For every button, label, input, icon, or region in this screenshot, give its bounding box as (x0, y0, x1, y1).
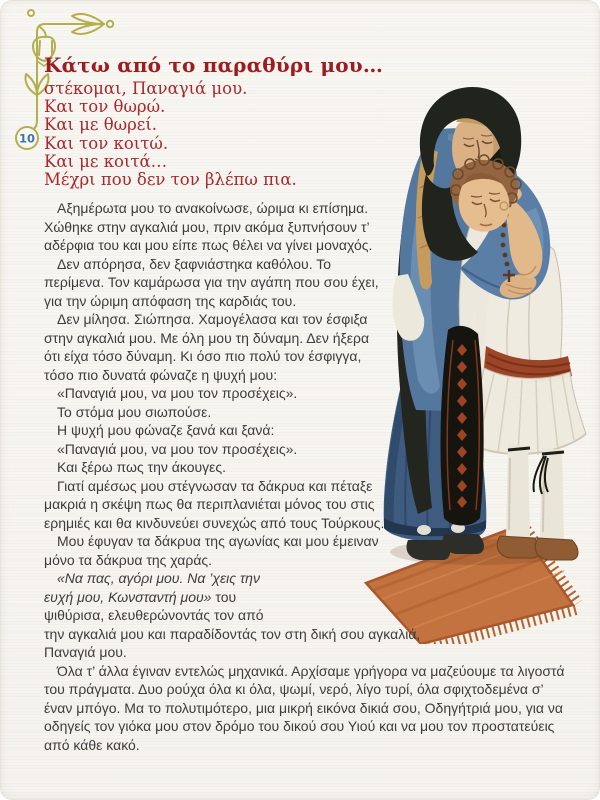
paragraph: Και ξέρω πως την άκουγες. (57, 459, 227, 476)
paragraph: Το στόμα μου σιωπούσε. (57, 403, 212, 420)
paragraph: Αξημέρωτα μου το ανακοίνωσε, ώριμα κι επίσημα. Χώθηκε στην αγκαλιά μου, πριν ακόμα ξυπνήσουν τ’ αδέρφια του και μου είπε πως θέλει να γίνει μοναχός. (44, 200, 373, 254)
illustration-wrap-spacer (284, 551, 566, 617)
poem-line: Και με κοιτά… (44, 151, 168, 171)
poem-line: στέκομαι, Παναγιά μου. (44, 79, 248, 98)
paragraph: Γιατί αμέσως μου στέγνωσαν τα δάκρυα και πέταξε μακριά η σκέψη πως θα περιπλανιέται μόνος του στις ερημιές και θα κινδυνεύει συνεχώς από τους Τούρκους. (44, 477, 385, 531)
poem-line: Και με θωρεί. (44, 115, 158, 135)
poem-line: Και τον κοιτώ. (44, 133, 169, 153)
paragraph: Η ψυχή μου φώναζε ξανά και ξανά: (57, 422, 275, 439)
paragraph: Δεν μίλησα. Σιώπησα. Χαμογέλασα και τον έσφιξα στην αγκαλιά μου. Με όλη μου τη δύναμη. Δεν ήξερα ότι είχα τόσο δύναμη. Κι όσο πιο πολύ τον έσφιγγα, τόσο πιο δυνατά φώναζε η ψυχή μου: (44, 311, 370, 383)
page-title: Κάτω από το παραθύρι μου… (44, 53, 384, 77)
quoted-speech: «Να πας, αγόρι μου. Να ’χεις την ευχή μου, Κωνσταντή μου» (44, 570, 260, 605)
page-number: 10 (18, 131, 36, 146)
page-content (44, 54, 566, 754)
illustration-wrap-spacer (508, 636, 566, 655)
illustration-wrap-spacer (436, 617, 566, 636)
paragraph: «Παναγιά μου, να μου τον προσέχεις». (57, 385, 298, 402)
poem (44, 80, 566, 189)
illustration-wrap-spacer (386, 199, 566, 551)
poem-line: Και τον θωρώ. (44, 97, 166, 117)
paragraph: Δεν απόρησα, δεν ξαφνιάστηκα καθόλου. Το περίμενα. Τον καμάρωσα για την αγάπη που σου έχει, για την ώριμη απόφαση της καρδιάς του. (44, 255, 379, 309)
story-text (44, 199, 566, 754)
poem-line: Μέχρι που δεν τον βλέπω πια. (44, 170, 297, 190)
paragraph: «Παναγιά μου, να μου τον προσέχεις». (57, 440, 298, 457)
paragraph-continuation: του ψιθύρισα, ελευθερώνοντάς τον από την αγκαλιά μου και παραδίδοντάς τον στη δική σου αγκαλιά, Παναγιά μου. (44, 588, 421, 661)
paragraph: Όλα τ’ άλλα έγιναν εντελώς μηχανικά. Αρχίσαμε γρήγορα να μαζεύουμε τα λιγοστά του πράγματα. Δυο ρούχα όλα κι όλα, ψωμί, νερό, λίγο τυρί, όλα σφιχτοδεμένα σ’ έναν μπόγο. Μα το πολυτιμότερο, μια μικρή εικόνα δικιά σου, Οδηγήτριά μου, για να οδηγείς τον γιόκα μου στον δρόμο του δικού σου Υιού και να μου τον προστατεύεις από κάθε κακό. (44, 662, 565, 753)
paragraph: Μου έφυγαν τα δάκρυα της αγωνίας και μου έμειναν μόνο τα δάκρυα της χαράς. (44, 533, 379, 568)
